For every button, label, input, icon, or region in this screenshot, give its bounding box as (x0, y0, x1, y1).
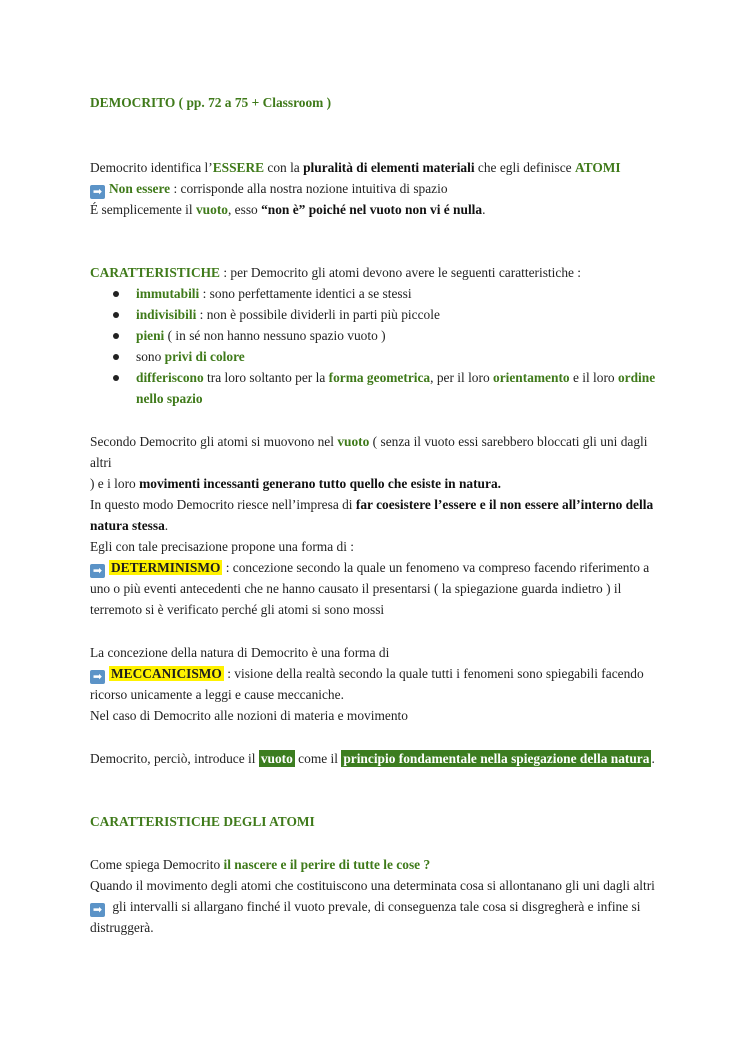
right-arrow-icon: ➡ (90, 564, 105, 578)
features-list (90, 283, 660, 409)
movement-section (90, 431, 660, 620)
text: . (482, 202, 486, 217)
term-vuoto: vuoto (195, 202, 228, 217)
text: : visione della realtà secondo la quale tutti i fenomeni sono spiegabili facendo (223, 666, 644, 681)
features-heading (90, 262, 660, 283)
term-essere: ESSERE (212, 160, 265, 175)
bullet-icon (113, 291, 119, 297)
atoms-heading (90, 811, 660, 832)
principle-section (90, 748, 660, 769)
atoms-heading-text: CARATTERISTICHE DEGLI ATOMI (90, 814, 315, 829)
atoms-line-2: Quando il movimento degli atomi che costituiscono una determinata cosa si allontanano gli uni dagli altri (90, 878, 655, 893)
term-determinismo: DETERMINISMO (111, 560, 221, 575)
right-arrow-icon: ➡ (90, 903, 105, 917)
text: : corrisponde alla nostra nozione intuitiva di spazio (170, 181, 448, 196)
mechanism-section (90, 642, 660, 726)
intro-line-1 (90, 157, 660, 178)
intro-line-2 (90, 178, 660, 199)
text: Come spiega Democrito (90, 857, 224, 872)
mechanism-line-1: La concezione della natura di Democrito è una forma di (90, 645, 390, 660)
text: , esso (227, 202, 262, 217)
text: In questo modo Democrito riesce nell’impresa di (90, 497, 356, 512)
text: . (651, 751, 655, 766)
atoms-question (90, 854, 660, 875)
features-heading-term: CARATTERISTICHE (90, 265, 220, 280)
movement-line-4 (90, 515, 660, 536)
determinism-line-2: uno o più eventi antecedenti che ne hanno causato il presentarsi ( la spiegazione guarda indietro ) il (90, 581, 622, 596)
term: forma geometrica (328, 370, 431, 385)
intro-section (90, 157, 660, 220)
text: e il loro (569, 370, 618, 385)
term-vuoto: vuoto (260, 751, 293, 766)
text: che egli definisce (474, 160, 575, 175)
title-ref: ( pp. 72 a 75 + Classroom ) (175, 95, 332, 110)
title-main: DEMOCRITO (90, 95, 176, 110)
mechanism-line-3: ricorso unicamente a leggi e cause meccaniche. (90, 687, 344, 702)
bold-text: “non è” poiché nel vuoto non vi é nulla (261, 202, 483, 217)
text: come il (294, 751, 342, 766)
principle-line (90, 748, 660, 769)
text: Democrito, perciò, introduce il (90, 751, 259, 766)
bold-text: natura stessa (90, 518, 165, 533)
term: pieni (136, 328, 165, 343)
determinism-line-1 (90, 557, 660, 578)
term-meccanicismo: MECCANICISMO (111, 666, 222, 681)
text: Democrito identifica l’ (90, 160, 213, 175)
text: ( in sé non hanno nessuno spazio vuoto ) (164, 328, 386, 343)
text: : concezione secondo la quale un fenomeno va compreso facendo riferimento a (222, 560, 650, 575)
page-title (90, 92, 660, 113)
determinism-line-3: terremoto si è verificato perché gli atomi si sono mossi (90, 602, 385, 617)
text: tra loro soltanto per la (203, 370, 329, 385)
term: il nascere e il perire di tutte le cose ? (223, 857, 431, 872)
term: ordine (617, 370, 656, 385)
term: nello spazio (136, 391, 203, 406)
text: , per il loro (430, 370, 493, 385)
mechanism-line-4: Nel caso di Democrito alle nozioni di materia e movimento (90, 708, 408, 723)
term: indivisibili (136, 307, 197, 322)
text: gli intervalli si allargano finché il vuoto prevale, di conseguenza tale cosa si disgregherà e infine si (109, 899, 641, 914)
mechanism-line-2 (90, 663, 660, 684)
right-arrow-icon: ➡ (90, 185, 105, 199)
text: : per Democrito gli atomi devono avere le seguenti caratteristiche : (219, 265, 582, 280)
term: immutabili (136, 286, 200, 301)
list-item (136, 325, 660, 346)
movement-line-1 (90, 431, 660, 473)
text: ) e i loro (90, 476, 140, 491)
term: privi di colore (164, 349, 245, 364)
text: Secondo Democrito gli atomi si muovono nel (90, 434, 338, 449)
text: con la (264, 160, 304, 175)
term-vuoto: vuoto (337, 434, 370, 449)
movement-line-2 (90, 473, 660, 494)
text: : sono perfettamente identici a se stessi (199, 286, 412, 301)
term-principio: principio fondamentale nella spiegazione della natura (343, 751, 650, 766)
atoms-line-4: distruggerà. (90, 920, 154, 935)
text: ( senza il vuoto essi sarebbero bloccati gli uni dagli altri (90, 434, 648, 470)
bullet-icon (113, 375, 119, 381)
right-arrow-icon: ➡ (90, 670, 105, 684)
bold-text: far coesistere l’essere e il non essere all’interno della (355, 497, 654, 512)
atoms-section (90, 811, 660, 938)
list-item (136, 304, 660, 325)
term: differiscono (136, 370, 204, 385)
movement-line-5: Egli con tale precisazione propone una forma di : (90, 539, 354, 554)
bullet-icon (113, 333, 119, 339)
term-atomi: ATOMI (574, 160, 621, 175)
text: . (164, 518, 169, 533)
term: orientamento (493, 370, 570, 385)
term-pluralita: pluralità di elementi materiali (303, 160, 475, 175)
text: : non è possibile dividerli in parti più piccole (196, 307, 440, 322)
bullet-icon (113, 312, 119, 318)
features-section (90, 262, 660, 409)
list-item (136, 346, 660, 367)
movement-line-3 (90, 494, 660, 515)
list-item (136, 283, 660, 304)
text: sono (136, 349, 165, 364)
text: É semplicemente il (90, 202, 196, 217)
atoms-line-3 (90, 896, 660, 917)
bullet-icon (113, 354, 119, 360)
term-non-essere: Non essere (109, 181, 171, 196)
intro-line-3 (90, 199, 660, 220)
bold-text: movimenti incessanti generano tutto quello che esiste in natura. (139, 476, 501, 491)
list-item (136, 367, 660, 409)
